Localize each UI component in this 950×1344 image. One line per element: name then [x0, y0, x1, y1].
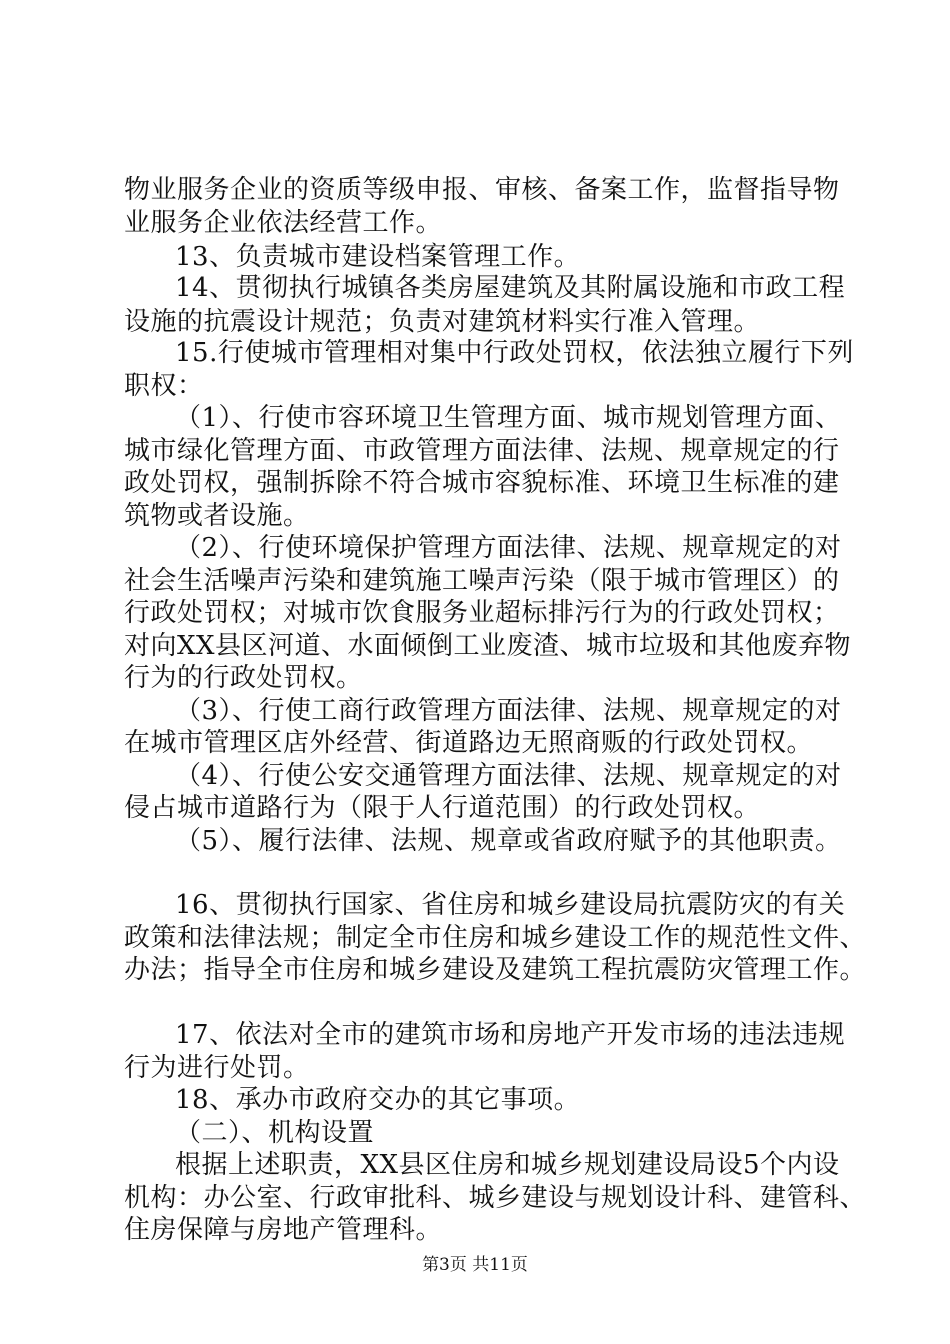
text-line: 16、贯彻执行国家、省住房和城乡建设局抗震防灾的有关: [175, 890, 846, 920]
text-line: （1）、行使市容环境卫生管理方面、城市规划管理方面、: [175, 403, 842, 433]
text-line: 在城市管理区店外经营、街道路边无照商贩的行政处罚权。: [124, 728, 814, 758]
text-line: 政处罚权，强制拆除不符合城市容貌标准、环境卫生标准的建: [124, 468, 840, 498]
text-line: （5）、履行法律、法规、规章或省政府赋予的其他职责。: [175, 826, 842, 856]
text-line: 城市绿化管理方面、市政管理方面法律、法规、规章规定的行: [124, 436, 840, 466]
text-line: 行为的行政处罚权。: [124, 663, 363, 693]
text-line: 设施的抗震设计规范；负责对建筑材料实行准入管理。: [124, 307, 761, 337]
text-line: 侵占城市道路行为（限于人行道范围）的行政处罚权。: [124, 793, 761, 823]
text-line: 行政处罚权；对城市饮食服务业超标排污行为的行政处罚权；: [124, 598, 840, 628]
text-line: 根据上述职责，XX县区住房和城乡规划建设局设5个内设: [175, 1150, 840, 1180]
text-line: （3）、行使工商行政管理方面法律、法规、规章规定的对: [175, 696, 842, 726]
text-line: 业服务企业依法经营工作。: [124, 208, 443, 238]
text-line: （二）、机构设置: [175, 1118, 375, 1148]
text-line: 18、承办市政府交办的其它事项。: [175, 1085, 581, 1115]
text-line: 办法；指导全市住房和城乡建设及建筑工程抗震防灾管理工作。: [124, 955, 867, 985]
text-line: 13、负责城市建设档案管理工作。: [175, 242, 581, 272]
text-line: 职权：: [124, 371, 204, 401]
text-line: 机构：办公室、行政审批科、城乡建设与规划设计科、建管科、: [124, 1183, 867, 1213]
text-line: 17、依法对全市的建筑市场和房地产开发市场的违法违规: [175, 1020, 846, 1050]
text-line: 政策和法律法规；制定全市住房和城乡建设工作的规范性文件、: [124, 923, 867, 953]
text-line: 15.行使城市管理相对集中行政处罚权，依法独立履行下列: [175, 338, 854, 368]
page-number: 第3页 共11页: [422, 1255, 528, 1275]
text-line: 对向XX县区河道、水面倾倒工业废渣、城市垃圾和其他废弃物: [124, 631, 852, 661]
text-line: （4）、行使公安交通管理方面法律、法规、规章规定的对: [175, 761, 842, 791]
text-line: 住房保障与房地产管理科。: [124, 1215, 443, 1245]
text-line: 筑物或者设施。: [124, 501, 310, 531]
text-line: 社会生活噪声污染和建筑施工噪声污染（限于城市管理区）的: [124, 566, 840, 596]
text-line: 物业服务企业的资质等级申报、审核、备案工作，监督指导物: [124, 175, 840, 205]
text-line: （2）、行使环境保护管理方面法律、法规、规章规定的对: [175, 533, 842, 563]
text-line: 14、贯彻执行城镇各类房屋建筑及其附属设施和市政工程: [175, 273, 846, 303]
text-line: 行为进行处罚。: [124, 1053, 310, 1083]
